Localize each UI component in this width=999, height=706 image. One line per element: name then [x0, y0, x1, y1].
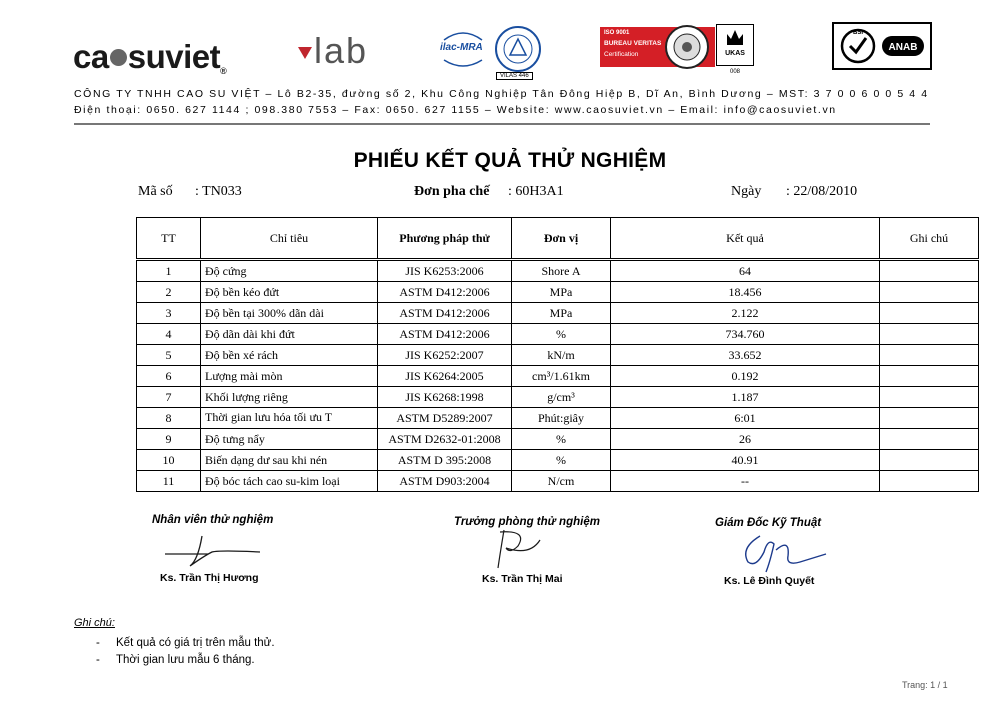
cell-tt: 5 — [137, 345, 201, 366]
cell-notes — [880, 303, 979, 324]
header-method: Phương pháp thử — [378, 218, 512, 260]
cell-unit: cm³/1.61km — [512, 366, 611, 387]
crown-icon — [717, 25, 753, 49]
caosuviet-logo — [73, 38, 226, 76]
cell-tt: 4 — [137, 324, 201, 345]
cell-tt: 7 — [137, 387, 201, 408]
director-name: Ks. Lê Đình Quyết — [724, 575, 815, 587]
cell-method: ASTM D412:2006 — [378, 282, 512, 303]
cell-unit: kN/m — [512, 345, 611, 366]
date-label: Ngày — [731, 184, 762, 199]
cell-method: JIS K6268:1998 — [378, 387, 512, 408]
ilac-text: ilac-MRA — [440, 42, 483, 53]
table-row — [137, 366, 979, 387]
cell-method: ASTM D412:2006 — [378, 324, 512, 345]
cell-criteria: Độ tưng nẩy — [201, 429, 378, 450]
cell-criteria: Lượng mài mòn — [201, 366, 378, 387]
note-item: - Thời gian lưu mẫu 6 tháng. — [96, 654, 255, 666]
header-unit: Đơn vị — [512, 218, 611, 260]
cell-notes — [880, 282, 979, 303]
header-result: Kết quả — [611, 218, 880, 260]
head-signature-icon — [480, 526, 570, 574]
lab-text: lab — [314, 30, 369, 71]
cell-tt: 1 — [137, 260, 201, 282]
cell-notes — [880, 366, 979, 387]
cell-unit: Shore A — [512, 260, 611, 282]
bv-name: BUREAU VERITAS — [604, 40, 662, 47]
cell-method: JIS K6252:2007 — [378, 345, 512, 366]
table-row — [137, 345, 979, 366]
cell-tt: 9 — [137, 429, 201, 450]
table-row — [137, 303, 979, 324]
cell-notes — [880, 324, 979, 345]
cell-tt: 2 — [137, 282, 201, 303]
cell-method: ASTM D5289:2007 — [378, 408, 512, 429]
table-row — [137, 260, 979, 282]
cell-unit: % — [512, 450, 611, 471]
page-number: Trang: 1 / 1 — [902, 680, 948, 690]
date-value: : 22/08/2010 — [786, 184, 858, 199]
table-row — [137, 429, 979, 450]
cell-criteria: Độ cứng — [201, 260, 378, 282]
accreditation-seal-icon — [494, 25, 542, 73]
cell-result: 0.192 — [611, 366, 880, 387]
cell-notes — [880, 408, 979, 429]
cell-result: 2.122 — [611, 303, 880, 324]
cell-result: 18.456 — [611, 282, 880, 303]
cell-result: 734.760 — [611, 324, 880, 345]
cell-criteria: Khối lượng riêng — [201, 387, 378, 408]
company-address: CÔNG TY TNHH CAO SU VIỆT – Lô B2-35, đường số 2, Khu Công Nghiệp Tân Đông Hiệp B, Dĩ An, Bình Dương – MST: 3 7 0 0 6 0 0 5 4 4 — [74, 88, 929, 100]
note-text: Thời gian lưu mẫu 6 tháng. — [116, 654, 255, 666]
cell-unit: MPa — [512, 303, 611, 324]
cell-criteria: Độ bóc tách cao su-kim loại — [201, 471, 378, 492]
bv-seal-icon — [664, 22, 710, 72]
bsi-anab-logo — [832, 22, 932, 70]
cell-result: -- — [611, 471, 880, 492]
cell-notes — [880, 260, 979, 282]
cell-criteria: Độ bền tại 300% dãn dài — [201, 303, 378, 324]
lab-logo — [298, 30, 368, 72]
header-tt: TT — [137, 218, 201, 260]
anab-text: ANAB — [888, 42, 918, 53]
brand-right: suviet — [127, 38, 221, 75]
cell-result: 40.91 — [611, 450, 880, 471]
formula-value: : 60H3A1 — [508, 184, 564, 199]
company-contact: Điện thoại: 0650. 627 1144 ; 098.380 7553 – Fax: 0650. 627 1155 – Website: www.caosuviet.vn – Email: info@caosuviet.vn — [74, 104, 837, 116]
table-row — [137, 450, 979, 471]
ilac-mra-logo — [440, 30, 486, 68]
vilas-badge: VILAS 446 — [496, 72, 533, 80]
bv-iso: ISO 9001 — [604, 30, 630, 36]
code-label: Mã số — [138, 184, 173, 199]
cell-notes — [880, 345, 979, 366]
cell-criteria: Độ bền xé rách — [201, 345, 378, 366]
notes-title: Ghi chú: — [74, 617, 115, 629]
cell-tt: 3 — [137, 303, 201, 324]
cell-criteria: Biến dạng dư sau khi nén — [201, 450, 378, 471]
cell-unit: N/cm — [512, 471, 611, 492]
cell-tt: 10 — [137, 450, 201, 471]
staff-title: Nhân viên thử nghiệm — [152, 514, 274, 526]
header-notes: Ghi chú — [880, 218, 979, 260]
bsi-text: BSI — [852, 30, 864, 36]
table-row — [137, 324, 979, 345]
table-row — [137, 471, 979, 492]
ukas-text: UKAS — [725, 50, 745, 57]
cell-result: 33.652 — [611, 345, 880, 366]
cell-method: JIS K6253:2006 — [378, 260, 512, 282]
head-name: Ks. Trần Thị Mai — [482, 573, 563, 585]
cell-result: 1.187 — [611, 387, 880, 408]
registered-mark: ® — [220, 66, 227, 76]
cell-notes — [880, 471, 979, 492]
note-item: - Kết quả có giá trị trên mẫu thử. — [96, 637, 275, 649]
cell-unit: g/cm³ — [512, 387, 611, 408]
header-criteria: Chỉ tiêu — [201, 218, 378, 260]
cell-unit: MPa — [512, 282, 611, 303]
staff-signature-icon — [160, 530, 270, 572]
cell-unit: % — [512, 429, 611, 450]
bsi-anab-icon — [834, 24, 930, 68]
code-value: : TN033 — [195, 184, 242, 199]
ukas-number: 008 — [730, 69, 741, 75]
cell-tt: 11 — [137, 471, 201, 492]
bv-cert: Certification — [604, 51, 639, 58]
cell-notes — [880, 450, 979, 471]
cell-method: ASTM D903:2004 — [378, 471, 512, 492]
results-table — [136, 217, 979, 492]
cell-criteria: Thời gian lưu hóa tối ưu T — [201, 408, 378, 429]
formula-label: Đơn pha chế — [414, 184, 490, 199]
cell-result: 64 — [611, 260, 880, 282]
note-text: Kết quả có giá trị trên mẫu thử. — [116, 637, 275, 649]
cell-criteria: Độ dãn dài khi đứt — [201, 324, 378, 345]
cell-notes — [880, 387, 979, 408]
table-row — [137, 282, 979, 303]
cell-method: ASTM D2632-01:2008 — [378, 429, 512, 450]
cell-notes — [880, 429, 979, 450]
staff-name: Ks. Trần Thị Hương — [160, 572, 259, 584]
document-title: PHIẾU KẾT QUẢ THỬ NGHIỆM — [353, 149, 667, 172]
table-header-row — [137, 218, 979, 260]
table-row — [137, 408, 979, 429]
cell-result: 26 — [611, 429, 880, 450]
director-title: Giám Đốc Kỹ Thuật — [715, 517, 822, 529]
cell-method: ASTM D412:2006 — [378, 303, 512, 324]
cell-method: ASTM D 395:2008 — [378, 450, 512, 471]
table-row — [137, 387, 979, 408]
director-signature-icon — [730, 528, 840, 576]
head-title: Trưởng phòng thử nghiệm — [454, 516, 600, 528]
header-divider — [74, 123, 930, 125]
triangle-icon — [298, 47, 312, 59]
logo-dot-icon — [110, 49, 127, 66]
cell-unit: Phút:giây — [512, 408, 611, 429]
cell-tt: 8 — [137, 408, 201, 429]
cell-method: JIS K6264:2005 — [378, 366, 512, 387]
brand-left: ca — [73, 38, 109, 75]
cell-unit: % — [512, 324, 611, 345]
cell-result: 6:01 — [611, 408, 880, 429]
cell-tt: 6 — [137, 366, 201, 387]
ukas-logo — [716, 24, 754, 66]
cell-criteria: Độ bền kéo đứt — [201, 282, 378, 303]
